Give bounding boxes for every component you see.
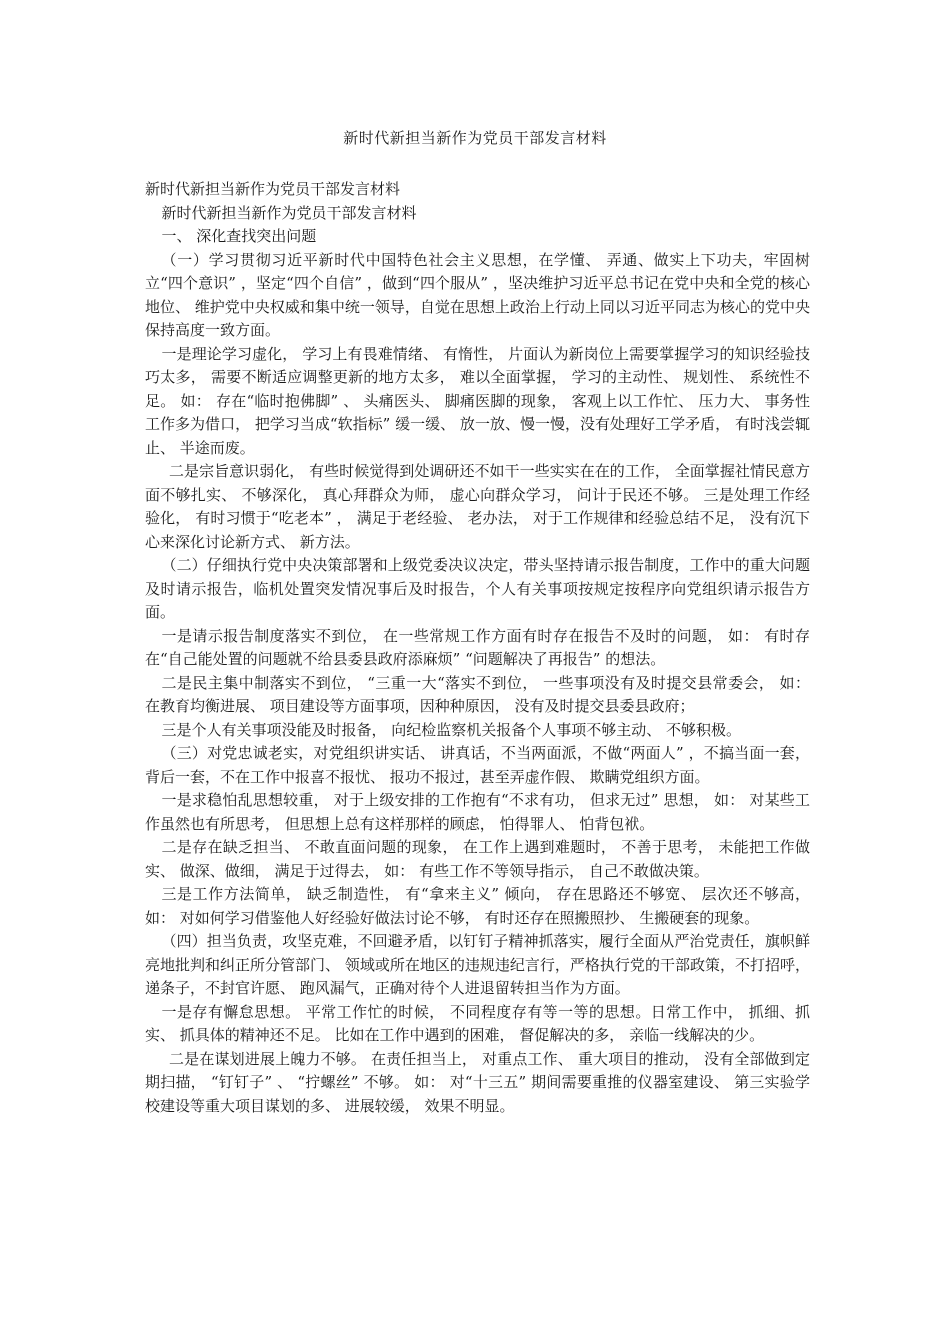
paragraph: 二是在谋划进展上魄力不够。 在责任担当上， 对重点工作、 重大项目的推动， 没有全部做到定期扫描， “钉钉子” 、 “拧螺丝” 不够。 如： 对“十三五” 期间需要重推的仪器室建设、 第三实验学校建设等重大项目谋划的多、 进展较缓， 效果不明显。 — [145, 1049, 810, 1115]
body-heading: 新时代新担当新作为党员干部发言材料 — [145, 180, 401, 198]
document-title: 新时代新担当新作为党员干部发言材料 — [343, 129, 607, 147]
paragraph: 二是民主集中制落实不到位， “三重一大“落实不到位， 一些事项没有及时提交县常委会， 如： 在教育均衡进展、 项目建设等方面事项，因种种原因， 没有及时提交县委县政府； — [145, 673, 810, 715]
paragraph: （三）对党忠诚老实，对党组织讲实话、 讲真话，不当两面派，不做“两面人” ，不搞当面一套，背后一套，不在工作中报喜不报忧、 报功不报过，甚至弄虚作假、 欺瞒党组织方面。 — [145, 744, 810, 786]
body-subheading: 新时代新担当新作为党员干部发言材料 — [161, 203, 417, 222]
paragraph: 三是个人有关事项没能及时报备， 向纪检监察机关报备个人事项不够主动、 不够积极。 — [161, 720, 742, 739]
paragraph: 一是理论学习虚化， 学习上有畏难情绪、 有惰性， 片面认为新岗位上需要掌握学习的知识经验技巧太多， 需要不断适应调整更新的地方太多， 难以全面掌握， 学习的主动性、 规划性、 系统性不足。 如： 存在“临时抱佛脚” 、 头痛医头、 脚痛医脚的现象， 客观上以工作忙、 压力大、 事务性工作多为借口， 把学习当成“软指标” 缓一缓、 放一放、慢一慢，没有处理好工学矛盾， 有时浅尝辄止、 半途而废。 — [145, 344, 810, 457]
document-body — [145, 178, 810, 1118]
section-heading: 一、 深化查找突出问题 — [161, 227, 317, 245]
paragraph: （二）仔细执行党中央决策部署和上级党委决议决定，带头坚持请示报告制度，工作中的重大问题及时请示报告，临机处置突发情况事后及时报告，个人有关事项按规定按程序向党组织请示报告方面。 — [145, 556, 810, 621]
paragraph: 一是请示报告制度落实不到位， 在一些常规工作方面有时存在报告不及时的问题， 如： 有时存在“自己能处置的问题就不给县委县政府添麻烦” “问题解决了再报告” 的想法。 — [145, 626, 810, 668]
paragraph: （一）学习贯彻习近平新时代中国特色社会主义思想，在学懂、 弄通、做实上下功夫，牢固树立“四个意识” ，坚定“四个自信” ，做到“四个服从” ，坚决维护习近平总书记在党中央和全党的核心地位、 维护党中央权威和集中统一领导，自觉在思想上政治上行动上同以习近平同志为核心的党中央保持高度一致方面。 — [145, 250, 810, 339]
paragraph: 一是求稳怕乱思想较重， 对于上级安排的工作抱有“不求有功， 但求无过” 思想， 如： 对某些工作虽然也有所思考， 但思想上总有这样那样的顾虑， 怕得罪人、 怕背包袱。 — [145, 791, 810, 833]
paragraph: （四）担当负责，攻坚克难，不回避矛盾，以钉钉子精神抓落实，履行全面从严治党责任，旗帜鲜亮地批判和纠正所分管部门、 领域或所在地区的违规违纪言行，严格执行党的干部政策，不打招呼，递条子，不封官许愿、 跑风漏气，正确对待个人进退留转担当作为方面。 — [145, 932, 810, 997]
paragraph: 三是工作方法简单， 缺乏制造性， 有“拿来主义” 倾向， 存在思路还不够宽、 层次还不够高， 如： 对如何学习借鉴他人好经验好做法讨论不够， 有时还存在照搬照抄、 生搬硬套的现象。 — [145, 885, 810, 927]
paragraph: 一是存有懈怠思想。 平常工作忙的时候， 不同程度存有等一等的思想。日常工作中， 抓细、抓实、 抓具体的精神还不足。 比如在工作中遇到的困难， 督促解决的多， 亲临一线解决的少。 — [145, 1002, 810, 1044]
paragraph: 二是存在缺乏担当、 不敢直面问题的现象， 在工作上遇到难题时， 不善于思考， 未能把工作做实、 做深、做细， 满足于过得去， 如： 有些工作不等领导指示， 自己不敢做决策。 — [145, 838, 810, 880]
paragraph: 二是宗旨意识弱化， 有些时候觉得到处调研还不如干一些实实在在的工作， 全面掌握社情民意方面不够扎实、 不够深化， 真心拜群众为师， 虚心向群众学习， 问计于民还不够。 三是处理工作经验化， 有时习惯于“吃老本” ， 满足于老经验、 老办法， 对于工作规律和经验总结不足， 没有沉下心来深化讨论新方式、 新方法。 — [145, 462, 810, 551]
